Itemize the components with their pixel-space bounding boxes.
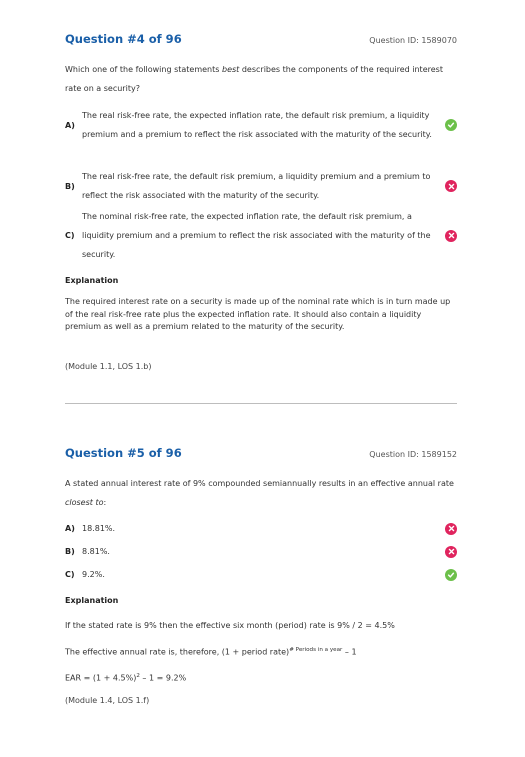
question-5-explanation-line-1: If the stated rate is 9% then the effective six month (period) rate is 9% / 2 = 4.5%: [65, 621, 395, 630]
stem-text: describes the components of the required interest rate on a security?: [65, 65, 443, 93]
question-4-option-c[interactable]: [65, 207, 457, 264]
question-5-title: Question #5 of 96: [65, 446, 182, 460]
option-letter: A): [65, 120, 75, 130]
question-5-explanation-line-3: [65, 670, 457, 685]
formula-text: – 1 = 9.2%: [139, 673, 187, 683]
option-text: The nominal risk-free rate, the expected inflation rate, the default risk premium, a liquidity premium and a premium to reflect the risk associated with the maturity of the security.: [82, 212, 431, 259]
question-4-option-b[interactable]: [65, 167, 457, 205]
question-4-title: Question #4 of 96: [65, 32, 182, 46]
question-4-header: [65, 32, 457, 46]
question-4-explanation-heading: Explanation: [65, 276, 119, 285]
question-4-explanation: The required interest rate on a security is made up of the nominal rate which is in turn made up of the real risk-free rate plus the expected inflation rate. It should also contain a liquidity premium as well as a premium related to the maturity of the security.: [65, 297, 451, 331]
stem-text: :: [103, 498, 107, 507]
option-letter: C): [65, 570, 75, 579]
question-4-reference: (Module 1.1, LOS 1.b): [65, 362, 152, 371]
question-4-option-a[interactable]: [65, 106, 457, 144]
option-letter: B): [65, 181, 75, 191]
x-circle-icon: [445, 180, 457, 192]
question-4-stem: [65, 60, 457, 98]
question-5-stem: [65, 474, 457, 512]
question-5-header: [65, 446, 457, 460]
check-circle-icon: [445, 119, 457, 131]
divider: [65, 403, 457, 404]
question-5-option-a[interactable]: [65, 519, 457, 538]
stem-emphasis: closest to: [65, 498, 104, 507]
option-letter: B): [65, 547, 75, 556]
question-5-option-c[interactable]: [65, 565, 457, 584]
question-5-explanation-heading: Explanation: [65, 596, 119, 605]
question-5-option-b[interactable]: [65, 542, 457, 561]
x-circle-icon: [445, 546, 457, 558]
question-4-id: Question ID: 1589070: [369, 36, 457, 45]
x-circle-icon: [445, 230, 457, 242]
stem-text: Which one of the following statements: [65, 65, 222, 74]
question-5-reference: (Module 1.4, LOS 1.f): [65, 696, 150, 705]
option-text: The real risk-free rate, the default risk premium, a liquidity premium and a premium to reflect the risk associated with the maturity of the security.: [82, 172, 431, 200]
option-text: The real risk-free rate, the expected inflation rate, the default risk premium, a liquidity premium and a premium to reflect the risk associated with the maturity of the security.: [82, 111, 432, 139]
stem-emphasis: best: [221, 65, 240, 74]
question-5-id: Question ID: 1589152: [369, 450, 457, 459]
formula-exponent: # Periods in a year: [289, 647, 343, 653]
formula-text: The effective annual rate is, therefore, (1 + period rate): [65, 647, 290, 657]
option-text: 8.81%.: [82, 547, 110, 556]
option-letter: A): [65, 524, 75, 533]
formula-exponent: 2: [136, 673, 140, 679]
option-text: 9.2%.: [82, 570, 105, 579]
option-letter: C): [65, 231, 75, 240]
x-circle-icon: [445, 523, 457, 535]
stem-text: A stated annual interest rate of 9% compounded semiannually results in an effective annual rate: [65, 479, 454, 488]
question-5-explanation-line-2: [65, 644, 457, 659]
formula-text: – 1: [342, 647, 357, 657]
check-circle-icon: [445, 569, 457, 581]
option-text: 18.81%.: [82, 524, 116, 533]
formula-text: EAR = (1 + 4.5%): [65, 673, 137, 683]
